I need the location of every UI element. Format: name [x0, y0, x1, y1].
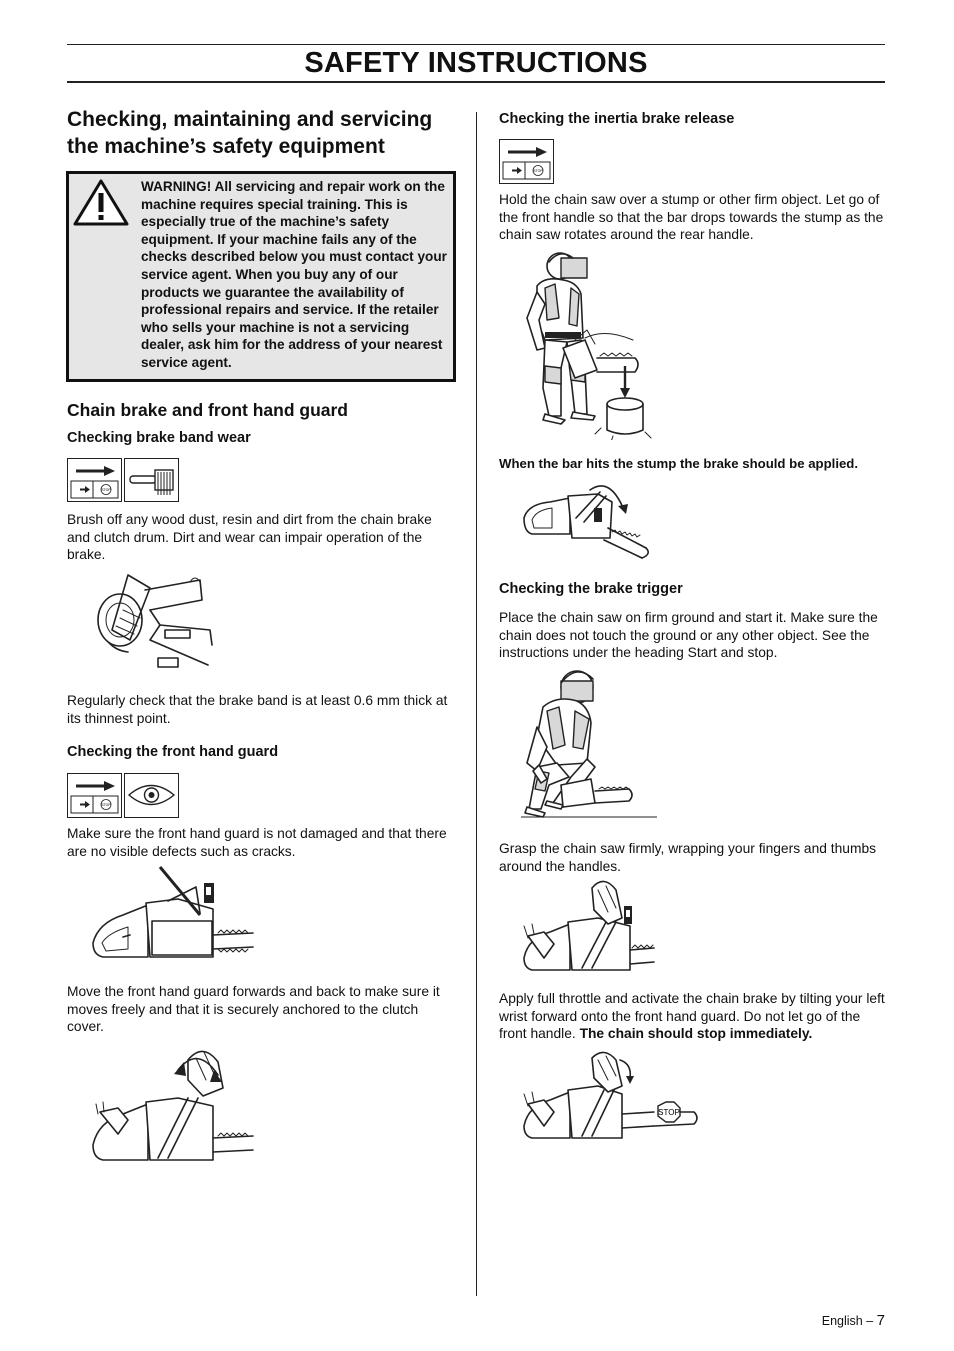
- trigger-para-3-text: Apply full throttle and activate the chain brake by tilting your left wrist forward onto the front hand guard. Do not let go of the front handle.: [499, 991, 885, 1041]
- svg-text:STOP: STOP: [101, 488, 111, 492]
- svg-text:STOP: STOP: [101, 803, 111, 807]
- subsection-title: Chain brake and front hand guard: [67, 400, 348, 420]
- chain-brake-stop-illustration: [518, 1050, 703, 1142]
- inertia-brake-operator-illustration: [515, 248, 655, 440]
- trigger-para-3-emphasis: The chain should stop immediately.: [579, 1026, 813, 1041]
- svg-text:STOP: STOP: [658, 1108, 680, 1117]
- hand-guard-heading: Checking the front hand guard: [67, 744, 279, 760]
- section-title: Checking, maintaining and servicing the machine’s safety equipment: [67, 108, 433, 158]
- brake-band-para-1: Brush off any wood dust, resin and dirt from the chain brake and clutch drum. Dirt and wear can impair operation of the brake.: [67, 512, 432, 562]
- hand-guard-para-2: Move the front hand guard forwards and back to make sure it moves freely and that it is securely anchored to the clutch cover.: [67, 984, 440, 1034]
- service-manual-icon-3: [499, 139, 554, 184]
- hand-guard-movement-illustration: [88, 1040, 260, 1165]
- trigger-heading: Checking the brake trigger: [499, 581, 683, 597]
- warning-text: WARNING! All servicing and repair work on the machine requires special training. This is especially true of the machine’s safety equipment. If your machine fails any of the checks described below you must contact your service agent. When you buy any of our products we guarantee the availability of professional repairs and service. If the retailer who sells your machine is not a servicing dealer, ask him for the address of your nearest service agent.: [141, 179, 447, 370]
- header-bottom-rule: [67, 81, 885, 83]
- brake-trigger-operator-illustration: [517, 667, 662, 822]
- hand-guard-inspection-illustration: [88, 865, 258, 965]
- eye-inspect-icon: [124, 773, 179, 818]
- brake-band-brushing-illustration: [90, 570, 220, 680]
- trigger-para-1: Place the chain saw on firm ground and start it. Make sure the chain does not touch the ground or any other object. See the instructions under the heading Start and stop.: [499, 610, 878, 660]
- brush-icon: [124, 458, 179, 502]
- trigger-para-2: Grasp the chain saw firmly, wrapping your fingers and thumbs around the handles.: [499, 841, 877, 874]
- footer-language: English: [821, 1314, 863, 1328]
- svg-text:STOP: STOP: [533, 169, 543, 173]
- warning-triangle-icon: [72, 178, 130, 228]
- grasp-handles-illustration: [518, 878, 658, 976]
- service-manual-icon-2: [67, 773, 122, 818]
- page-title: SAFETY INSTRUCTIONS: [304, 47, 648, 79]
- brake-band-heading: Checking brake band wear: [67, 430, 251, 446]
- column-divider: [476, 112, 477, 1296]
- service-manual-icon: [67, 458, 122, 502]
- page-footer: [822, 1312, 885, 1329]
- inertia-brake-saw-illustration: [520, 478, 655, 563]
- hand-guard-para-1: Make sure the front hand guard is not damaged and that there are no visible defects such as cracks.: [67, 826, 447, 859]
- brake-band-para-2: Regularly check that the brake band is at least 0.6 mm thick at its thinnest point.: [67, 693, 448, 726]
- page-number: 7: [876, 1312, 885, 1329]
- inertia-heading: Checking the inertia brake release: [499, 111, 735, 127]
- inertia-caption: When the bar hits the stump the brake should be applied.: [499, 456, 859, 471]
- footer-separator: –: [866, 1314, 874, 1328]
- inertia-para-1: Hold the chain saw over a stump or other firm object. Let go of the front handle so that the bar drops towards the stump as the chain saw rotates around the rear handle.: [499, 192, 884, 242]
- trigger-para-3: [499, 990, 887, 1043]
